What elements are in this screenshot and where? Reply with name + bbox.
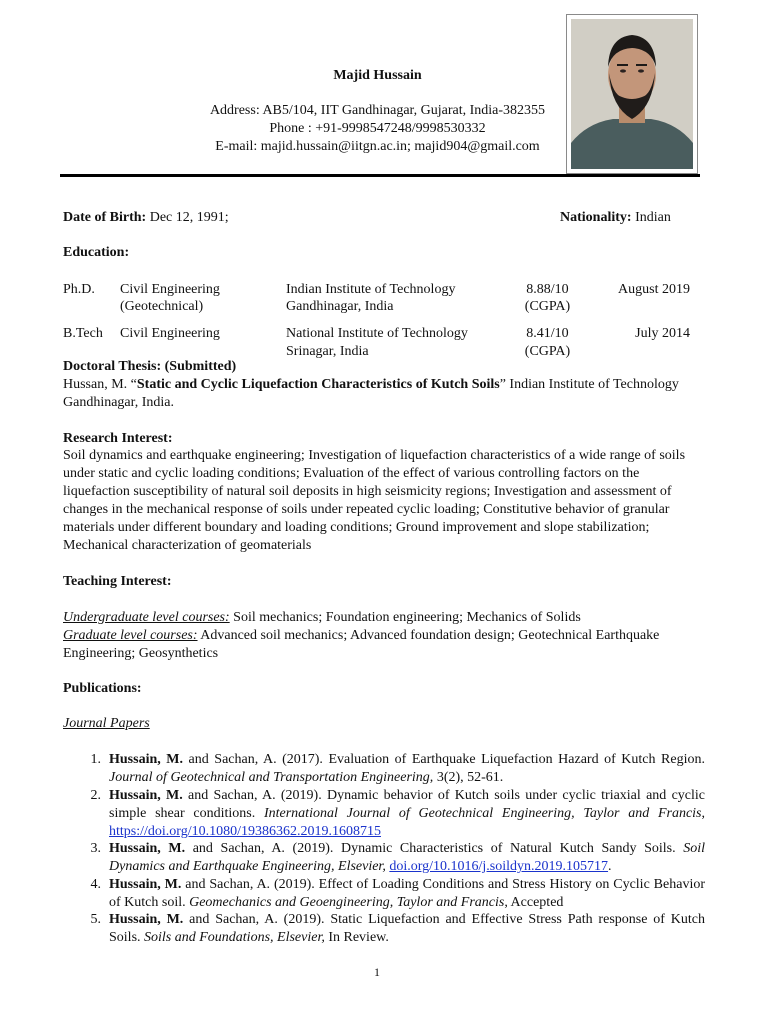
institution-line2: Gandhinagar, India: [286, 299, 394, 314]
dob-label: Date of Birth:: [63, 210, 147, 225]
applicant-name: Majid Hussain: [333, 68, 422, 83]
research-heading: Research Interest:: [63, 431, 173, 446]
date-of-birth: [63, 209, 229, 227]
publication-text: [109, 787, 705, 841]
phone-line: Phone : +91-9998547248/9998530332: [269, 121, 486, 136]
pg-courses: [63, 627, 705, 663]
publication-author: Hussain, M.: [109, 788, 183, 803]
pg-label: Graduate level courses:: [63, 628, 198, 643]
publication-text: [109, 751, 705, 787]
publication-author: Hussain, M.: [109, 877, 182, 892]
address-line: Address: AB5/104, IIT Gandhinagar, Gujarat, India-382355: [209, 103, 546, 118]
profile-photo: [566, 14, 698, 174]
publication-tail: ,: [701, 806, 706, 821]
thesis-title: Static and Cyclic Liquefaction Characteristics of Kutch Soils: [136, 377, 500, 392]
profile-photo-image: [567, 15, 697, 173]
field-line2: (Geotechnical): [120, 299, 204, 314]
journal-papers-heading: Journal Papers: [63, 716, 150, 731]
thesis-tail: ” Indian Institute of Technology Gandhinagar, India.: [63, 377, 679, 410]
education-heading: Education:: [63, 245, 130, 260]
publication-venue: Geomechanics and Geoengineering, Taylor and Francis: [189, 895, 505, 910]
nationality: [560, 209, 671, 227]
publication-number: 3.: [90, 841, 101, 856]
publication-text: [109, 876, 705, 912]
thesis-text: [63, 376, 705, 412]
publication-body: and Sachan, A. (2019). Static Liquefaction and Effective Stress Path response of Kutch Soils.: [109, 912, 705, 945]
score: 8.41/10: [526, 326, 569, 341]
score-unit: (CGPA): [524, 299, 571, 314]
score: 8.88/10: [526, 282, 569, 297]
email-line: E-mail: majid.hussain@iitgn.ac.in; majid904@gmail.com: [215, 139, 540, 154]
dob-value: Dec 12, 1991;: [149, 210, 229, 225]
doi-link[interactable]: doi.org/10.1016/j.soildyn.2019.105717: [389, 859, 609, 874]
institution-line2: Srinagar, India: [286, 344, 369, 359]
ug-courses: [63, 609, 705, 627]
publication-tail: 3(2), 52-61.: [433, 770, 504, 785]
research-text: Soil dynamics and earthquake engineering; Investigation of liquefaction characteristics of a wide range of soils under static and cyclic loading conditions; Evaluation of the effect of various controlling factors on the liquefaction susceptibility of natural soil deposits in high seismicity regions; Investigation and assessment of changes in the mechanical response of soils under repeated cyclic loading; Constitutive behavior of granular materials under different boundary and loading conditions; Ground improvement and slope stabilization; Mechanical characterization of geomaterials: [63, 448, 686, 553]
degree: Ph.D.: [63, 282, 95, 297]
pg-text: Advanced soil mechanics; Advanced foundation design; Geotechnical Earthquake Engineering; Geosynthetics: [63, 628, 660, 661]
publication-venue: Journal of Geotechnical and Transportation Engineering,: [109, 770, 434, 785]
nationality-value: Indian: [635, 210, 671, 225]
publication-text: [109, 911, 705, 947]
completion-date: August 2019: [618, 282, 690, 297]
publication-body: and Sachan, A. (2017). Evaluation of Earthquake Liquefaction Hazard of Kutch Region.: [183, 752, 705, 767]
publication-text: [109, 840, 705, 876]
field-line1: Civil Engineering: [120, 282, 220, 297]
institution-line1: Indian Institute of Technology: [286, 282, 456, 297]
page-number: 1: [374, 965, 380, 979]
header-divider: [60, 174, 700, 177]
completion-date: July 2014: [635, 326, 690, 341]
publication-tail: In Review.: [324, 930, 389, 945]
publication-number: 5.: [90, 912, 101, 927]
publication-tail: , Accepted: [504, 895, 564, 910]
publication-venue: Soils and Foundations, Elsevier,: [144, 930, 325, 945]
publication-author: Hussain, M.: [109, 752, 183, 767]
degree: B.Tech: [63, 326, 103, 341]
field-line1: Civil Engineering: [120, 326, 220, 341]
publication-number: 2.: [90, 788, 101, 803]
ug-text: Soil mechanics; Foundation engineering; Mechanics of Solids: [229, 610, 581, 625]
publication-author: Hussain, M.: [109, 841, 186, 856]
institution-line1: National Institute of Technology: [286, 326, 468, 341]
teaching-heading: Teaching Interest:: [63, 574, 172, 589]
thesis-heading: Doctoral Thesis: (Submitted): [63, 359, 237, 374]
publication-author: Hussain, M.: [109, 912, 184, 927]
score-unit: (CGPA): [524, 344, 571, 359]
publication-end: .: [608, 859, 612, 874]
doi-link[interactable]: https://doi.org/10.1080/19386362.2019.1608715: [109, 824, 381, 839]
publication-number: 4.: [90, 877, 101, 892]
ug-label: Undergraduate level courses:: [63, 610, 230, 625]
publication-body: and Sachan, A. (2019). Effect of Loading Conditions and Stress History on Cyclic Behavior of Kutch soil.: [109, 877, 706, 910]
thesis-author: Hussan, M. “: [63, 377, 137, 392]
publications-heading: Publications:: [63, 681, 142, 696]
publication-venue: Soil Dynamics and Earthquake Engineering, Elsevier,: [109, 841, 705, 874]
nationality-label: Nationality:: [560, 210, 632, 225]
publication-number: 1.: [90, 752, 101, 767]
publication-venue: International Journal of Geotechnical Engineering, Taylor and Francis: [263, 806, 702, 821]
publication-body: and Sachan, A. (2019). Dynamic Characteristics of Natural Kutch Sandy Soils.: [185, 841, 684, 856]
publication-body: and Sachan, A. (2019). Dynamic behavior of Kutch soils under cyclic triaxial and cyclic simple shear conditions.: [109, 788, 705, 821]
